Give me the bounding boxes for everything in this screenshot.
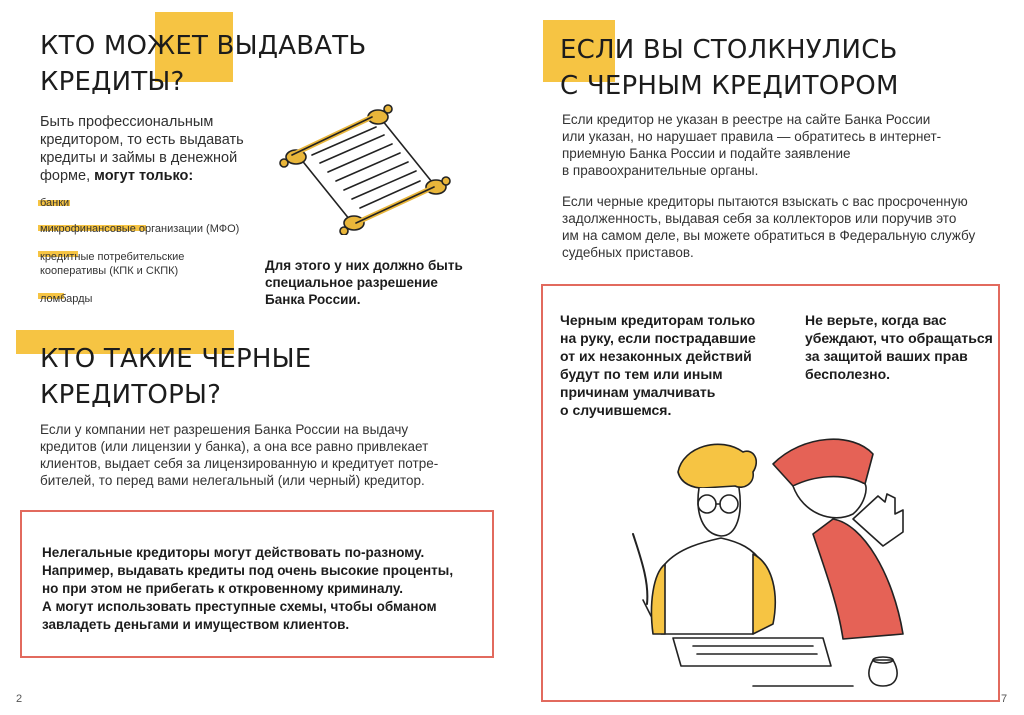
right-title: ЕСЛИ ВЫ СТОЛКНУЛИСЬ С ЧЕРНЫМ КРЕДИТОРОМ (560, 35, 899, 101)
section2-title: КТО ТАКИЕ ЧЕРНЫЕ КРЕДИТОРЫ? (40, 344, 312, 410)
warning-box: Нелегальные кредиторы могут действовать по-разному. Например, выдавать кредиты под очень высокие проценты, но при этом не прибегать к откровенному криминалу. А могут использовать преступные схемы, чтобы обманом завладеть деньгами и имуществом клиентов. (20, 510, 494, 658)
list-item: ломбарды (40, 293, 93, 305)
right-paragraph-2: Если черные кредиторы пытаются взыскать с вас просроченную задолженность, выдавая себя за коллекторов или поручив это им на самом деле, вы можете обратиться в Федеральную службу судебных приставов. (562, 194, 976, 260)
page-number: 7 (1001, 693, 1008, 705)
list-item: кредитные потребительские кооперативы (КПК и СКПК) (40, 251, 185, 277)
advice-col-2: Не верьте, когда вас убеждают, что обращаться за защитой ваших прав бесполезно. (805, 312, 993, 382)
section1-intro: Быть профессиональным кредитором, то есть выдавать кредиты и займы в денежной форме, могут только: (40, 114, 244, 184)
list-item: микрофинансовые организации (МФО) (40, 223, 240, 235)
advice-box (541, 284, 1000, 702)
right-paragraph-1: Если кредитор не указан в реестре на сайте Банка России или указан, но нарушает правила — обратитесь в интернет- приемную Банка России и подайте заявление в правоохранительные органы. (562, 112, 942, 178)
section2-body: Если у компании нет разрешения Банка России на выдачу кредитов (или лицензии у банка), а она все равно привлекает клиентов, выдает себя за лицензированную и кредитует потре- бителей, то перед вами нелегальный (или черный) кредитор. (40, 422, 439, 488)
scroll-icon (268, 95, 458, 235)
advice-col-1: Черным кредиторам только на руку, если пострадавшие от их незаконных действий будут по тем или иным причинам умалчивать о случившемся. (560, 312, 756, 418)
list-item: банки (40, 197, 70, 209)
license-note: Для этого у них должно быть специальное разрешение Банка России. (265, 258, 463, 307)
page-number: 2 (16, 693, 23, 705)
section1-title: КТО МОЖЕТ ВЫДАВАТЬ КРЕДИТЫ? (40, 31, 367, 97)
characters-illustration (603, 424, 933, 696)
